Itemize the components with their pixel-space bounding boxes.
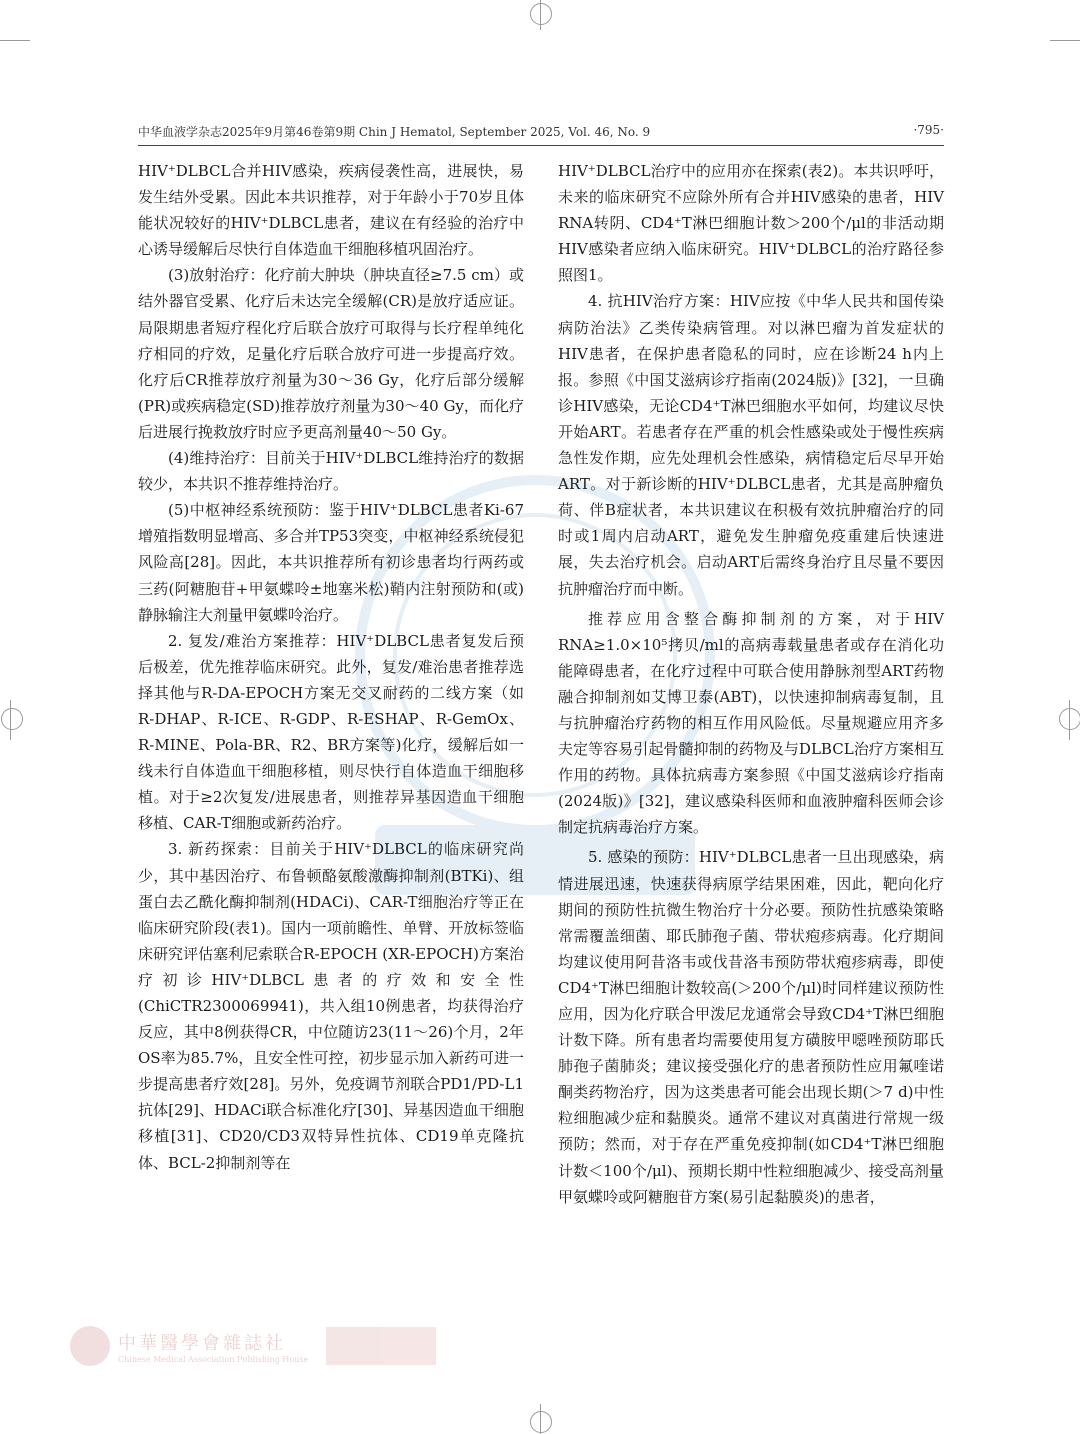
paragraph: HIV⁺DLBCL治疗中的应用亦在探索(表2)。本共识呼吁，未来的临床研究不应除外所有合并HIV感染的患者，HIV RNA转阴、CD4⁺T淋巴细胞计数＞200个/μl的非活动期HIV感染者应纳入临床研究。HIV⁺DLBCL的治疗路径参照图1。 bbox=[558, 162, 944, 285]
publisher-name-block bbox=[118, 1329, 308, 1364]
body-column-right bbox=[558, 158, 944, 1210]
paragraph: (4)维持治疗：目前关于HIV⁺DLBCL维持治疗的数据较少，本共识不推荐维持治疗。 bbox=[138, 449, 524, 494]
publisher-seal-icon bbox=[326, 1327, 436, 1365]
crop-mark-top-right bbox=[1050, 40, 1080, 41]
registration-mark-left bbox=[1, 708, 23, 730]
paragraph: 推荐应用含整合酶抑制剂的方案，对于HIV RNA≥1.0×10⁵拷贝/ml的高病毒载量患者或存在消化功能障碍患者，在化疗过程中可联合使用静脉剂型ART药物融合抑制剂如艾博卫泰(ABT)，以快速抑制病毒复制，且与抗肿瘤治疗药物的相互作用风险低。尽量规避应用齐多夫定等容易引起骨髓抑制的药物及与DLBCL治疗方案相互作用的药物。具体抗病毒方案参照《中国艾滋病诊疗指南(2024版)》[32]，建议感染科医师和血液肿瘤科医师会诊制定抗病毒治疗方案。 bbox=[558, 609, 944, 837]
body-column-left bbox=[138, 158, 524, 1176]
paragraph: 2. 复发/难治方案推荐：HIV⁺DLBCL患者复发后预后极差，优先推荐临床研究。此外，复发/难治患者推荐选择其他与R-DA-EPOCH方案无交叉耐药的二线方案（如R-DHAP、R-ICE、R-GDP、R-ESHAP、R-GemOx、R-MINE、Pola-BR、R2、BR方案等)化疗，缓解后如一线未行自体造血干细胞移植，则尽快行自体造血干细胞移植。对于≥2次复发/进展患者，则推荐异基因造血干细胞移植、CAR-T细胞或新药治疗。 bbox=[138, 631, 524, 833]
paragraph: (3)放射治疗：化疗前大肿块（肿块直径≥7.5 cm）或结外器官受累、化疗后未达完全缓解(CR)是放疗适应证。局限期患者短疗程化疗后联合放疗可取得与长疗程单纯化疗相同的疗效，足量化疗后联合放疗可进一步提高疗效。化疗后CR推荐放疗剂量为30～36 Gy，化疗后部分缓解(PR)或疾病稳定(SD)推荐放疗剂量为30～40 Gy，而化疗后进展行挽救放疗时应予更高剂量40～50 Gy。 bbox=[138, 266, 524, 441]
running-header bbox=[138, 123, 944, 146]
paragraph: 5. 感染的预防：HIV⁺DLBCL患者一旦出现感染，病情进展迅速，快速获得病原学结果困难，因此，靶向化疗期间的预防性抗微生物治疗十分必要。预防性抗感染策略常需覆盖细菌、耶氏肺孢子菌、带状疱疹病毒。化疗期间均建议使用阿昔洛韦或伐昔洛韦预防带状疱疹病毒，即使CD4⁺T淋巴细胞计数较高(＞200个/μl)时同样建议预防性应用，因为化疗联合甲泼尼龙通常会导致CD4⁺T淋巴细胞计数下降。所有患者均需要使用复方磺胺甲噁唑预防耶氏肺孢子菌肺炎；建议接受强化疗的患者预防性应用氟喹诺酮类药物治疗，因为这类患者可能会出现长期(＞7 d)中性粒细胞减少症和黏膜炎。通常不建议对真菌进行常规一级预防；然而，对于存在严重免疫抑制(如CD4⁺T淋巴细胞计数＜100个/μl)、预期长期中性粒细胞减少、接受高剂量甲氨蝶呤或阿糖胞苷方案(易引起黏膜炎)的患者， bbox=[558, 848, 944, 1206]
publisher-emblem-icon bbox=[70, 1326, 110, 1366]
paragraph: 3. 新药探索：目前关于HIV⁺DLBCL的临床研究尚少，其中基因治疗、布鲁顿酪氨酸激酶抑制剂(BTKi)、组蛋白去乙酰化酶抑制剂(HDACi)、CAR-T细胞治疗等正在临床研究阶段(表1)。国内一项前瞻性、单臂、开放标签临床研究评估塞利尼索联合R-EPOCH (XR-EPOCH)方案治疗初诊HIV⁺DLBCL患者的疗效和安全性(ChiCTR2300069941)，共入组10例患者，均获得治疗反应，其中8例获得CR，中位随访23(11～26)个月，2年OS率为85.7%，且安全性可控，初步显示加入新药可进一步提高患者疗效[28]。另外，免疫调节剂联合PD1/PD-L1抗体[29]、HDACi联合标准化疗[30]、异基因造血干细胞移植[31]、CD20/CD3双特异性抗体、CD19单克隆抗体、BCL-2抑制剂等在 bbox=[138, 840, 524, 1172]
registration-mark-top bbox=[530, 3, 552, 25]
crop-mark-top-left bbox=[0, 40, 30, 41]
publisher-name-cn: 中華醫學會雜誌社 bbox=[118, 1332, 286, 1354]
publisher-name-en: Chinese Medical Association Publishing House bbox=[118, 1354, 309, 1364]
registration-mark-right bbox=[1059, 708, 1080, 730]
paragraph: (5)中枢神经系统预防：鉴于HIV⁺DLBCL患者Ki-67增殖指数明显增高、多合并TP53突变，中枢神经系统侵犯风险高[28]。因此，本共识推荐所有初诊患者均行两药或三药(阿糖胞苷+甲氨蝶呤±地塞米松)鞘内注射预防和(或)静脉输注大剂量甲氨蝶呤治疗。 bbox=[138, 501, 524, 624]
journal-title-cn: 中华血液学杂志2025年9月第46卷第9期 bbox=[138, 125, 356, 139]
journal-citation bbox=[138, 123, 650, 140]
page-number: ·795· bbox=[913, 123, 944, 137]
registration-mark-bottom bbox=[530, 1411, 552, 1433]
journal-title-en: Chin J Hematol, September 2025, Vol. 46, No. 9 bbox=[358, 125, 651, 139]
paragraph: HIV⁺DLBCL合并HIV感染，疾病侵袭性高，进展快，易发生结外受累。因此本共识推荐，对于年龄小于70岁且体能状况较好的HIV⁺DLBCL患者，建议在有经验的治疗中心诱导缓解后尽快行自体造血干细胞移植巩固治疗。 bbox=[138, 162, 524, 259]
publisher-logo bbox=[70, 1322, 490, 1370]
paragraph: 4. 抗HIV治疗方案：HIV应按《中华人民共和国传染病防治法》乙类传染病管理。对以淋巴瘤为首发症状的HIV患者，在保护患者隐私的同时，应在诊断24 h内上报。参照《中国艾滋病诊疗指南(2024版)》[32]，一旦确诊HIV感染，无论CD4⁺T淋巴细胞水平如何，均建议尽快开始ART。若患者存在严重的机会性感染或处于慢性疾病急性发作期，应先处理机会性感染，病情稳定后尽早开始ART。对于新诊断的HIV⁺DLBCL患者，尤其是高肿瘤负荷、伴B症状者，本共识建议在积极有效抗肿瘤治疗的同时或1周内启动ART，避免发生肿瘤免疫重建后快速进展，失去治疗机会。启动ART后需终身治疗且尽量不要因抗肿瘤治疗而中断。 bbox=[558, 292, 944, 598]
